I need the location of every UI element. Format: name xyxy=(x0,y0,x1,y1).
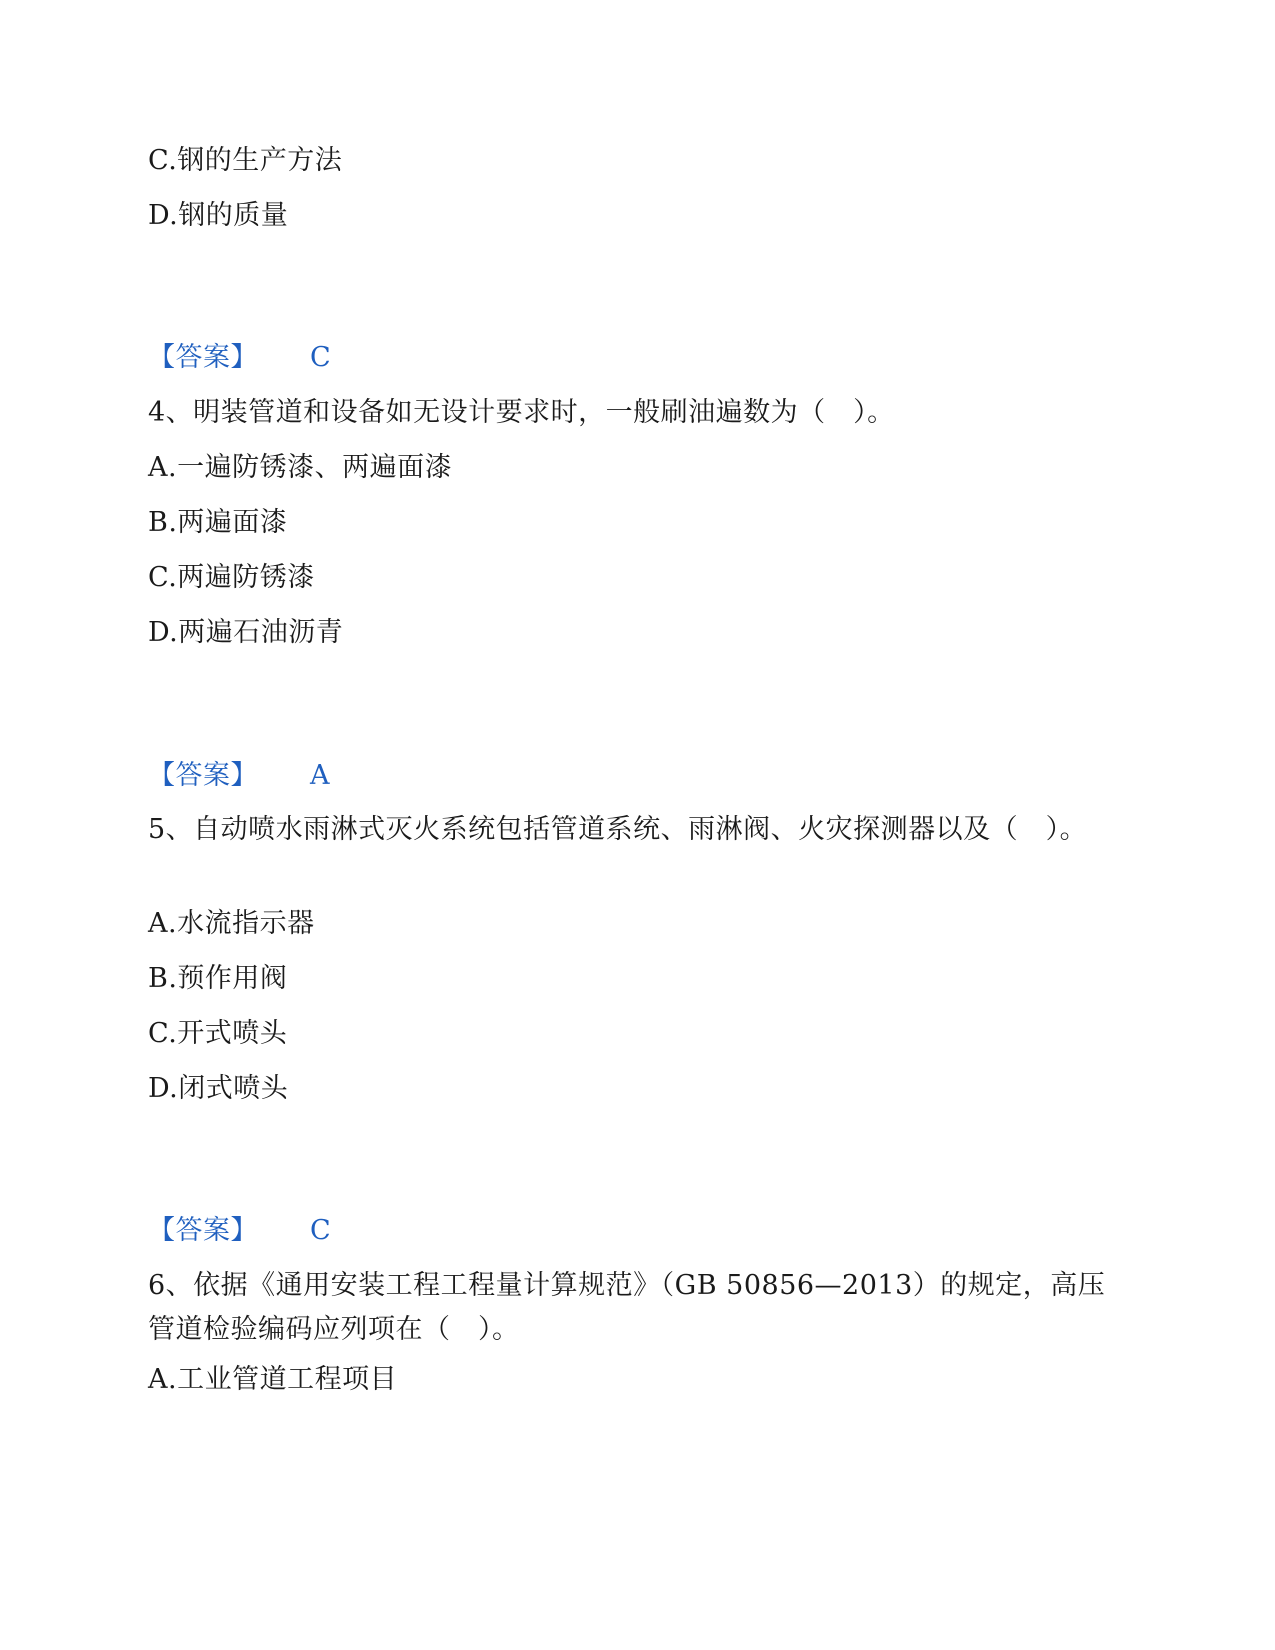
answer-label: 【答案】 xyxy=(148,760,258,791)
answer-value: C xyxy=(310,342,332,373)
q3-answer-row xyxy=(148,340,331,376)
q4-option-c: C.两遍防锈漆 xyxy=(148,562,315,593)
answer-value: C xyxy=(310,1215,332,1246)
q4-option-b: B.两遍面漆 xyxy=(148,507,288,538)
q5-option-b: B.预作用阀 xyxy=(148,963,288,994)
q4-option-d: D.两遍石油沥青 xyxy=(148,617,344,648)
q6-question: 6、依据《通用安装工程工程量计算规范》（GB 50856—2013）的规定，高压管道检验编码应列项在（ ）。 xyxy=(148,1270,1106,1345)
answer-value: A xyxy=(310,760,330,791)
q6-option-a: A.工业管道工程项目 xyxy=(148,1364,398,1395)
q3-option-c: C.钢的生产方法 xyxy=(148,145,343,176)
q5-option-d: D.闭式喷头 xyxy=(148,1073,289,1104)
answer-label: 【答案】 xyxy=(148,342,258,373)
q3-option-d: D.钢的质量 xyxy=(148,200,289,231)
q5-question: 5、自动喷水雨淋式灭火系统包括管道系统、雨淋阀、火灾探测器以及（ ）。 xyxy=(148,814,1088,845)
q5-option-a: A.水流指示器 xyxy=(148,908,315,939)
q4-answer-row xyxy=(148,758,330,794)
q5-option-c: C.开式喷头 xyxy=(148,1018,288,1049)
q4-option-a: A.一遍防锈漆、两遍面漆 xyxy=(148,452,453,483)
q4-question: 4、明装管道和设备如无设计要求时，一般刷油遍数为（ ）。 xyxy=(148,397,895,428)
answer-label: 【答案】 xyxy=(148,1215,258,1246)
q5-answer-row xyxy=(148,1213,331,1249)
